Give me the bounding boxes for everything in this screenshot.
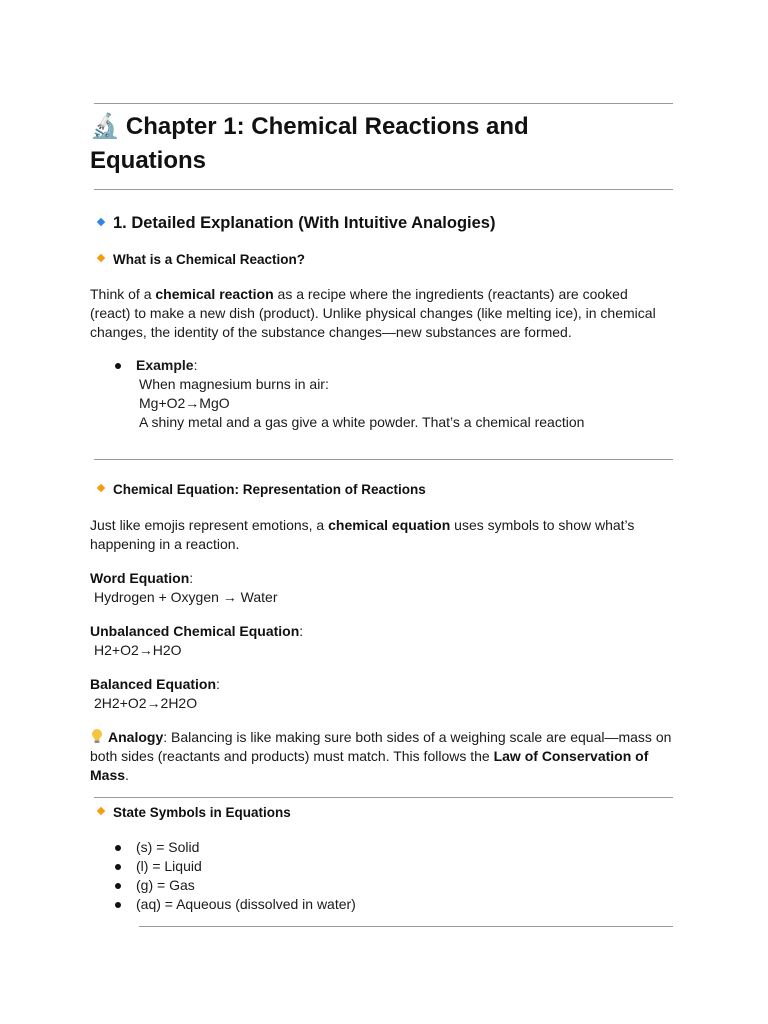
example-heading xyxy=(114,356,584,375)
unbalanced-equation-value: H2+O2→H2O xyxy=(94,642,182,658)
bold-term: chemical reaction xyxy=(155,286,274,302)
title-divider xyxy=(94,189,673,190)
example-line: A shiny metal and a gas give a white powder. That’s a chemical reaction xyxy=(139,414,585,430)
section-heading-text: 1. Detailed Explanation (With Intuitive Analogies) xyxy=(113,214,496,232)
bold-term: Law of Conservation of Mass xyxy=(90,748,649,783)
paragraph-text: Think of a xyxy=(90,286,156,302)
lightbulb-icon xyxy=(90,728,104,744)
state-symbols-list xyxy=(114,838,356,914)
subheading-text: What is a Chemical Reaction? xyxy=(113,252,306,267)
word-equation-label: Word Equation xyxy=(90,570,190,586)
paragraph-text: Just like emojis represent emotions, a xyxy=(90,517,329,533)
list-item: (g) = Gas xyxy=(114,876,356,895)
label-colon: : xyxy=(216,676,220,692)
analogy-paragraph xyxy=(90,728,672,785)
example-colon: : xyxy=(193,357,198,373)
paragraph-text: . xyxy=(125,767,129,783)
example-list-item xyxy=(114,356,584,432)
blue-diamond-icon xyxy=(97,217,105,225)
paragraph-text: as a recipe where the ingredients (reactants) are cooked (react) to make a new dish (product). Unlike physical changes (like melting ice), in chemical changes, the identity of the substance changes—new substances are formed. xyxy=(90,286,656,340)
chapter-title xyxy=(90,110,650,178)
orange-diamond-icon xyxy=(97,807,105,815)
unbalanced-equation-heading xyxy=(90,622,672,641)
subheading-state-symbols xyxy=(96,804,291,822)
balanced-equation-label: Balanced Equation xyxy=(90,676,217,692)
equation-paragraph xyxy=(90,516,672,554)
orange-diamond-icon xyxy=(97,484,105,492)
section-heading-explanation xyxy=(96,212,495,234)
analogy-label: Analogy xyxy=(108,729,164,745)
section-divider xyxy=(94,459,673,460)
example-label: Example xyxy=(136,357,194,373)
list-item: (l) = Liquid xyxy=(114,857,356,876)
orange-diamond-icon xyxy=(97,254,105,262)
balanced-equation-value: 2H2+O2→2H2O xyxy=(94,695,198,711)
word-equation-block xyxy=(90,569,672,607)
list-item: (s) = Solid xyxy=(114,838,356,857)
subheading-chemical-equation xyxy=(96,481,426,499)
reaction-paragraph xyxy=(90,285,672,342)
bottom-divider xyxy=(139,926,673,927)
paragraph-text: uses symbols to show what’s happening in a reaction. xyxy=(90,517,635,552)
microscope-icon: 🔬 xyxy=(90,113,120,140)
example-equation: Mg+O2→MgO xyxy=(139,395,230,411)
chapter-title-text: Chapter 1: Chemical Reactions and Equations xyxy=(90,113,529,174)
section-divider xyxy=(94,797,673,798)
balanced-equation-block xyxy=(90,675,672,713)
label-colon: : xyxy=(299,623,304,639)
top-divider xyxy=(94,103,673,104)
subheading-text: State Symbols in Equations xyxy=(113,805,291,820)
label-colon: : xyxy=(189,570,194,586)
balanced-equation-heading xyxy=(90,675,672,694)
unbalanced-equation-label: Unbalanced Chemical Equation xyxy=(90,623,300,639)
paragraph-text: : Balancing is like making sure both sides of a weighing scale are equal—mass on both sides (reactants and products) must match. This follows the xyxy=(90,729,672,764)
bold-term: chemical equation xyxy=(328,517,451,533)
word-equation-heading xyxy=(90,569,672,588)
example-line: When magnesium burns in air: xyxy=(139,376,329,392)
subheading-what-is-reaction xyxy=(96,251,305,269)
subheading-text: Chemical Equation: Representation of Reactions xyxy=(113,482,426,497)
word-equation-value: Hydrogen + Oxygen → Water xyxy=(94,589,278,605)
unbalanced-equation-block xyxy=(90,622,672,660)
list-item: (aq) = Aqueous (dissolved in water) xyxy=(114,895,356,914)
